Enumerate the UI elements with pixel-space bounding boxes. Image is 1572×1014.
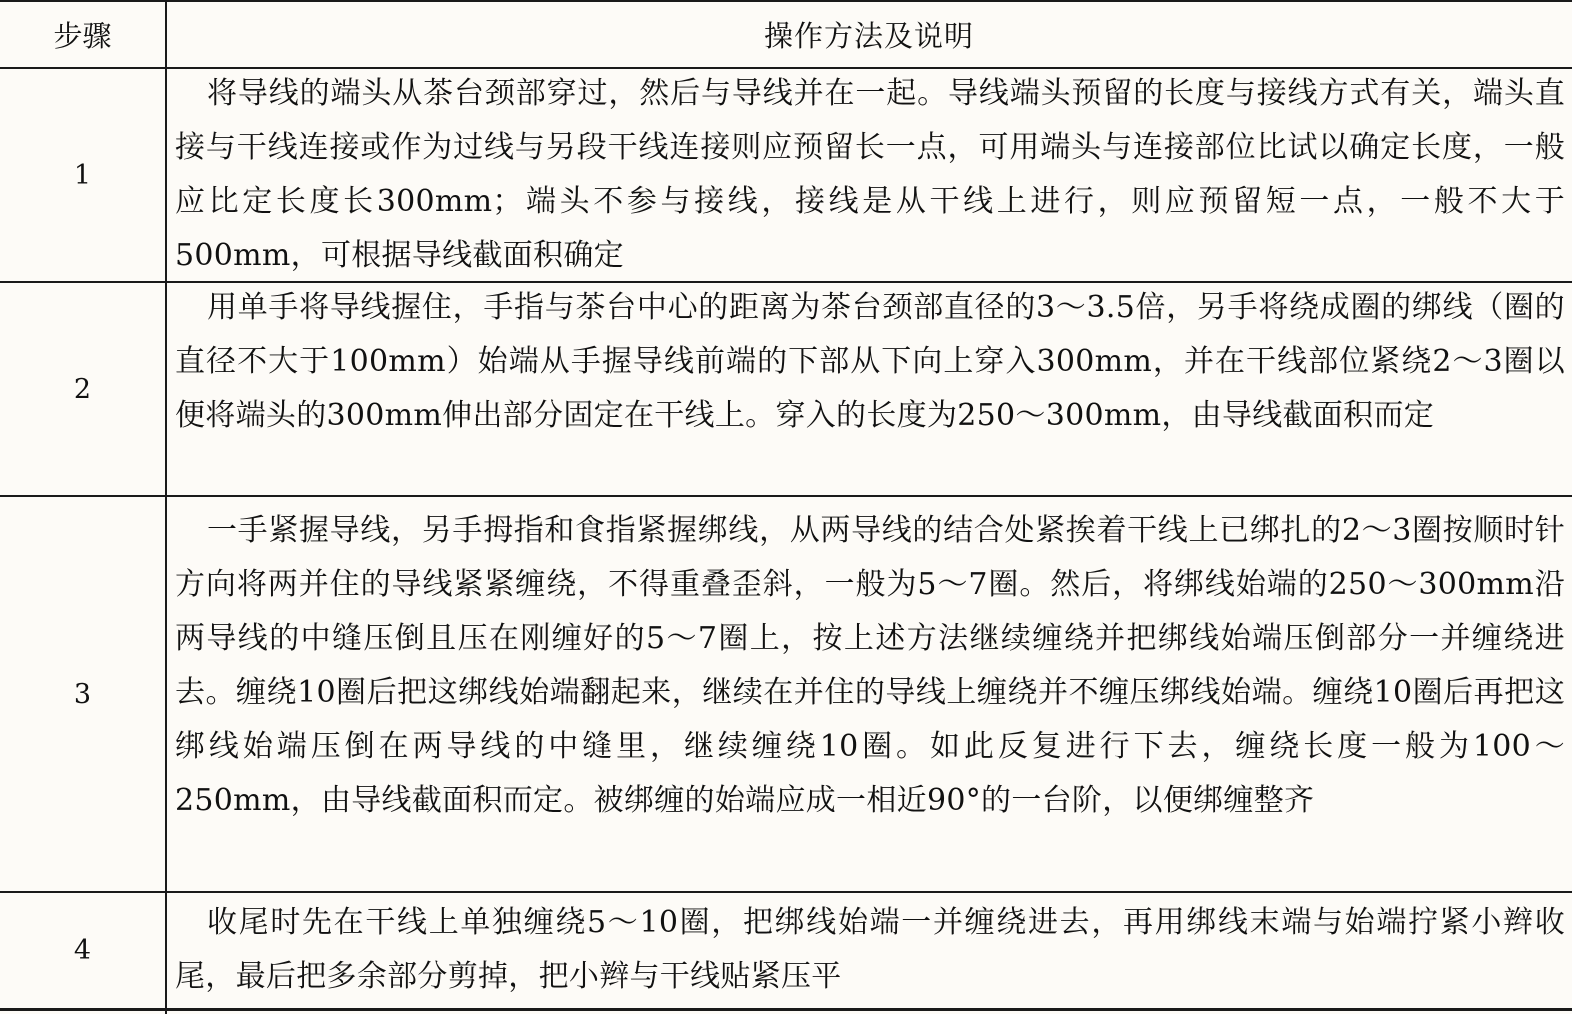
row-3-description: 一手紧握导线，另手拇指和食指紧握绑线，从两导线的结合处紧挨着干线上已绑扎的2～3圈按顺时针方向将两并住的导线紧紧缠绕，不得重叠歪斜，一般为5～7圈。然后，将绑线始端的250～300mm沿两导线的中缝压倒且压在刚缠好的5～7圈上，按上述方法继续缠绕并把绑线始端压倒部分一并缠绕进去。缠绕10圈后把这绑线始端翻起来，继续在并住的导线上缠绕并不缠压绑线始端。缠绕10圈后再把这绑线始端压倒在两导线的中缝里，继续缠绕10圈。如此反复进行下去，缠绕长度一般为100～250mm，由导线截面积而定。被绑缠的始端应成一相近90°的一台阶，以便绑缠整齐 [175, 513, 1565, 818]
row-4-step: 4 [73, 935, 92, 966]
row-divider-2 [0, 495, 1572, 497]
row-1-description: 将导线的端头从茶台颈部穿过，然后与导线并在一起。导线端头预留的长度与接线方式有关，端头直接与干线连接或作为过线与另段干线连接则应预留长一点，可用端头与连接部位比试以确定长度，一般应比定长度长300mm；端头不参与接线，接线是从干线上进行，则应预留短一点，一般不大于500mm，可根据导线截面积确定 [175, 76, 1565, 273]
header-description: 操作方法及说明 [763, 18, 974, 53]
table-bottom-border [0, 1008, 1572, 1011]
header-step: 步骤 [53, 18, 112, 53]
column-divider [165, 0, 167, 1014]
row-4-description: 收尾时先在干线上单独缠绕5～10圈，把绑线始端一并缠绕进去，再用绑线末端与始端拧紧小辫收尾，最后把多余部分剪掉，把小辫与干线贴紧压平 [175, 905, 1565, 994]
row-2-description: 用单手将导线握住，手指与茶台中心的距离为茶台颈部直径的3～3.5倍，另手将绕成圈的绑线（圈的直径不大于100mm）始端从手握导线前端的下部从下向上穿入300mm，并在干线部位紧绕2～3圈以便将端头的300mm伸出部分固定在干线上。穿入的长度为250～300mm，由导线截面积而定 [175, 290, 1565, 433]
row-1-step: 1 [73, 159, 92, 191]
row-3-step: 3 [73, 678, 92, 710]
row-2-step: 2 [73, 373, 92, 405]
row-divider-3 [0, 891, 1572, 893]
